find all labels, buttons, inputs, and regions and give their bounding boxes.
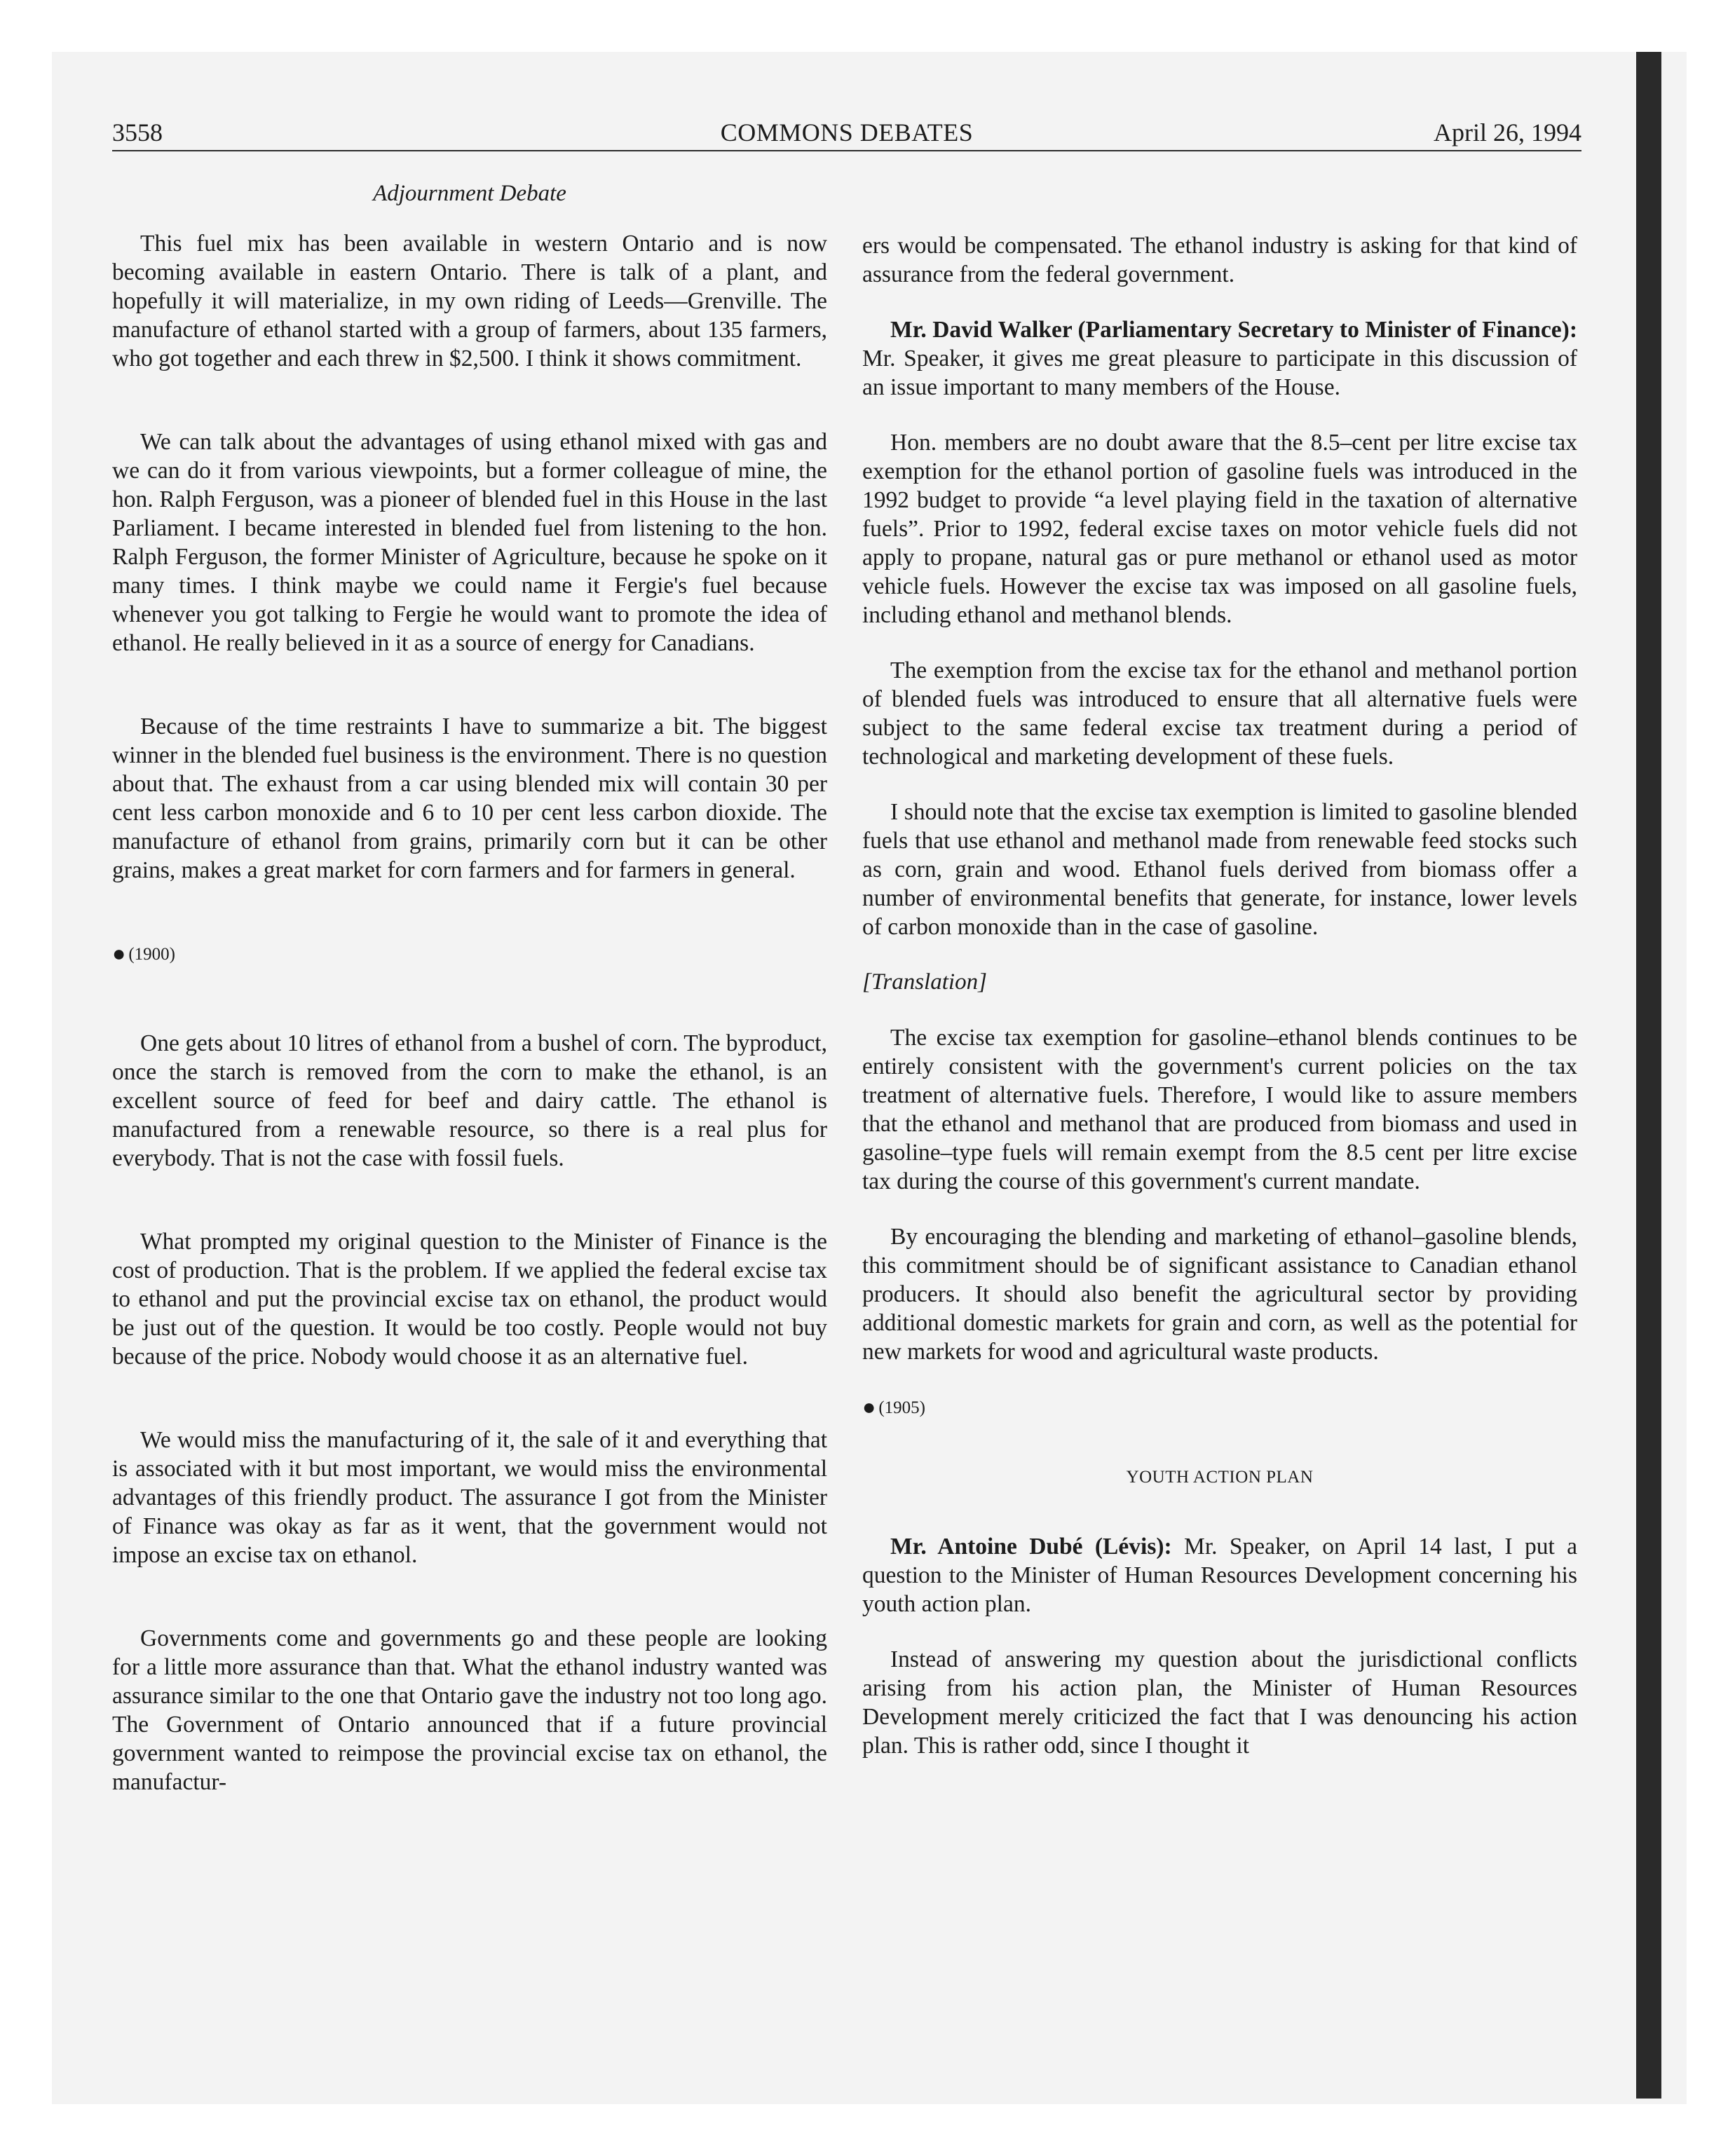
paragraph: Hon. members are no doubt aware that the 8.5–cent per litre excise tax exemption for the ethanol portion of gasoline fuels was introduced in the 1992 budget to provide “a level playing field in the taxation of alternative fuels”. Prior to 1992, federal excise taxes on motor vehicle fuels did not apply to propane, natural gas or pure methanol or ethanol used as motor vehicle fuels. However the excise tax was imposed on all gasoline fuels, including ethanol and methanol blends.: [862, 430, 1577, 628]
bullet-icon: ●: [112, 941, 126, 966]
speech-text: Mr. Speaker, it gives me great pleasure to participate in this discussion of an issue important to many members of the House.: [862, 346, 1577, 400]
paragraph: What prompted my original question to the Minister of Finance is the cost of production. That is the problem. If we applied the federal excise tax to ethanol and put the provincial excise tax on ethanol, the product would be just out of the question. It would be too costly. People would not buy because of the price. Nobody would choose it as an alternative fuel.: [112, 1229, 827, 1370]
speech-walker: [862, 315, 1577, 402]
time-marker: [862, 1393, 1577, 1422]
speaker-name: Mr. David Walker (Parliamentary Secretary to Minister of Finance):: [890, 317, 1577, 343]
right-column: [862, 231, 1577, 1787]
time-marker: [112, 939, 827, 969]
speaker-name: Mr. Antoine Dubé (Lévis):: [890, 1534, 1172, 1560]
paragraph: We would miss the manufacturing of it, the sale of it and everything that is associated with it but most important, we would miss the environmental advantages of this friendly product. The assurance I got from the Minister of Finance was okay as far as it went, that the government would not impose an excise tax on ethanol.: [112, 1427, 827, 1568]
subheading: YOUTH ACTION PLAN: [1126, 1468, 1314, 1487]
paragraph: We can talk about the advantages of using ethanol mixed with gas and we can do it from various viewpoints, but a former colleague of mine, the hon. Ralph Ferguson, was a pioneer of blended fuel in this House in the last Parliament. I became interested in blended fuel from listening to the hon. Ralph Ferguson, the former Minister of Agriculture, because he spoke on it many times. I think maybe we could name it Fergie's fuel because whenever you got talking to Fergie he would want to promote the idea of ethanol. He really believed in it as a source of energy for Canadians.: [112, 429, 827, 656]
bullet-icon: ●: [862, 1394, 876, 1419]
scan-edge-strip: [1636, 52, 1661, 2099]
speech-text: Mr. Speaker, on April 14 last, I put a question to the Minister of Human Resources Development concerning his youth action plan.: [862, 1534, 1577, 1617]
paragraph: By encouraging the blending and marketing of ethanol–gasoline blends, this commitment should be of significant assistance to Canadian ethanol producers. It should also benefit the agricultural sector by providing additional domestic markets for grain and corn, as well as the potential for new markets for wood and agricultural waste products.: [862, 1224, 1577, 1365]
section-title: Adjournment Debate: [373, 181, 566, 206]
page-date: April 26, 1994: [1434, 118, 1581, 146]
paragraph: Governments come and governments go and these people are looking for a little more assurance than that. What the ethanol industry wanted was assurance similar to the one that Ontario gave the industry not too long ago. The Government of Ontario announced that if a future provincial government wanted to reimpose the provincial excise tax on ethanol, the manufactur-: [112, 1625, 827, 1795]
paragraph: I should note that the excise tax exemption is limited to gasoline blended fuels that use ethanol and methanol made from renewable feed stocks such as corn, grain and wood. Ethanol fuels derived from biomass offer a number of environmental benefits that generate, for instance, lower levels of carbon monoxide than in the case of gasoline.: [862, 799, 1577, 940]
translation-note-text: [Translation]: [862, 969, 987, 995]
paragraph: One gets about 10 litres of ethanol from a bushel of corn. The byproduct, once the starch is removed from the corn to make the ethanol, is an excellent source of feed for beef and dairy cattle. The ethanol is manufactured from a renewable resource, so there is a real plus for everybody. That is not the case with fossil fuels.: [112, 1030, 827, 1171]
paragraph: Instead of answering my question about the jurisdictional conflicts arising from his action plan, the Minister of Human Resources Development merely criticized the fact that I was denouncing his action plan. This is rather odd, since I thought it: [862, 1646, 1577, 1759]
translation-note: [862, 968, 1577, 997]
paragraph: The excise tax exemption for gasoline–ethanol blends continues to be entirely consistent with the government's current policies on the tax treatment of alternative fuels. Therefore, I would like to assure members that the ethanol and methanol that are produced from biomass and used in gasoline–type fuels will remain exempt from the 8.5 cent per litre excise tax during the course of this government's current mandate.: [862, 1025, 1577, 1194]
paragraph: The exemption from the excise tax for the ethanol and methanol portion of blended fuels was introduced to ensure that all alternative fuels were subject to the same federal excise tax treatment during a period of technological and marketing development of these fuels.: [862, 657, 1577, 770]
time-marker-text: (1905): [878, 1398, 925, 1417]
page-number: 3558: [112, 118, 163, 146]
time-marker-text: (1900): [128, 945, 175, 964]
continuation-paragraph: ers would be compensated. The ethanol industry is asking for that kind of assurance from the federal government.: [862, 233, 1577, 287]
paragraph: This fuel mix has been available in western Ontario and is now becoming available in eastern Ontario. There is talk of a plant, and hopefully it will materialize, in my own riding of Leeds—Grenville. The manufacture of ethanol started with a group of farmers, about 135 farmers, who got together and each threw in $2,500. I think it shows commitment.: [112, 231, 827, 371]
paragraph: Because of the time restraints I have to summarize a bit. The biggest winner in the blended fuel business is the environment. There is no question about that. The exhaust from a car using blended mix will contain 30 per cent less carbon monoxide and 6 to 10 per cent less carbon dioxide. The manufacture of ethanol from grains, primarily corn but it can be other grains, makes a great market for corn farmers and for farmers in general.: [112, 714, 827, 883]
speech-dube: [862, 1532, 1577, 1618]
left-column: [112, 179, 827, 1851]
page-header: [112, 115, 1581, 151]
publication-title: COMMONS DEBATES: [720, 118, 974, 146]
